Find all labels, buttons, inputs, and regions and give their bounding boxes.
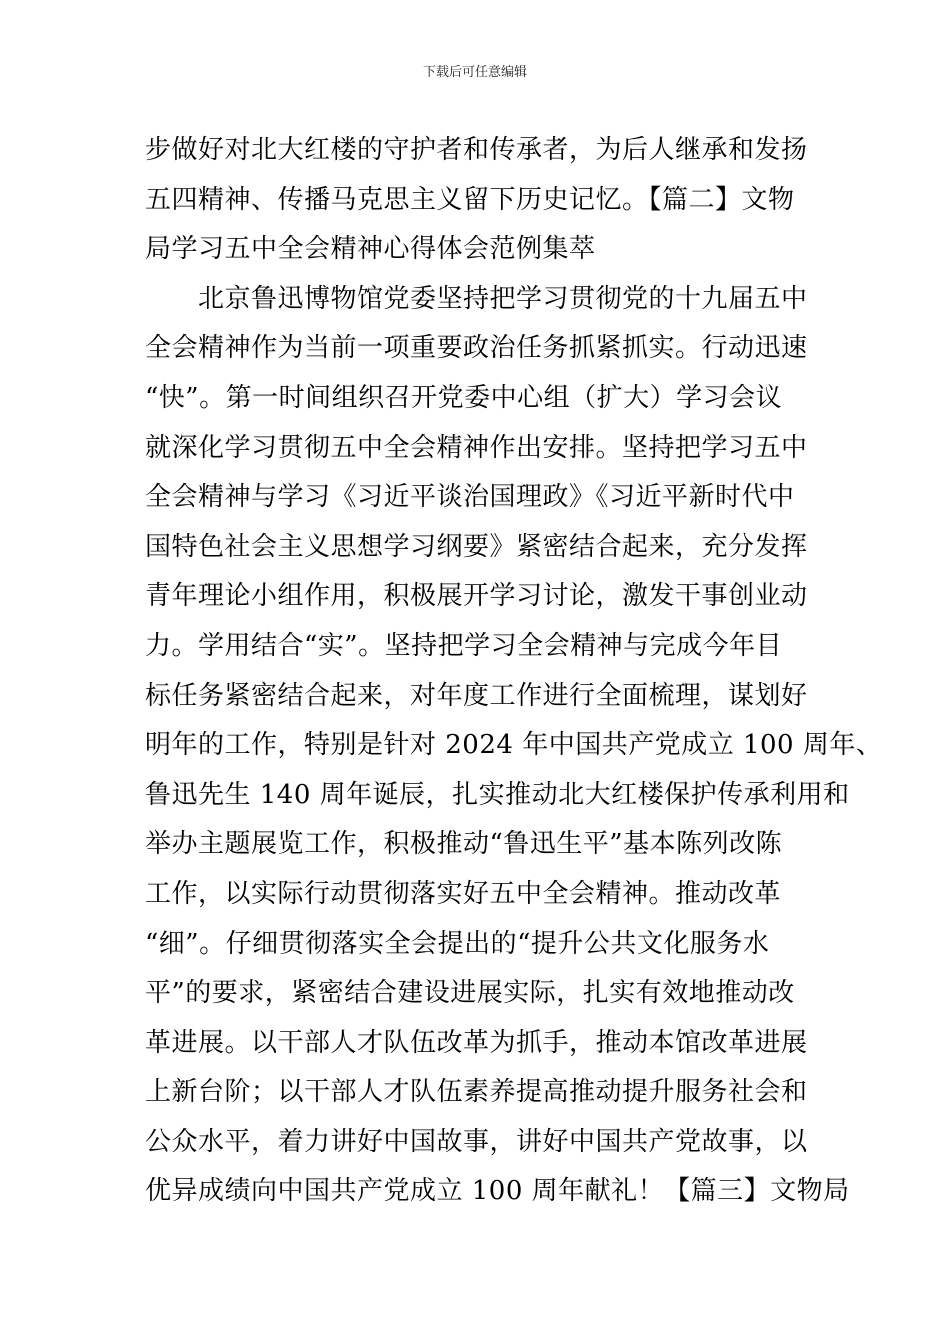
text-line: 平”的要求，紧密结合建设进展实际，扎实有效地推动改: [145, 978, 795, 1009]
text-line: 公众水平，着力讲好中国故事，讲好中国共产党故事，以: [145, 1126, 808, 1157]
text-line: 明年的工作，特别是针对 2024 年中国共产党成立 100 周年、: [145, 730, 883, 761]
text-line: 力。学用结合“实”。坚持把学习全会精神与完成今年目: [145, 630, 783, 661]
document-body: [145, 126, 883, 1217]
text-line: 局学习五中全会精神心得体会范例集萃: [145, 234, 596, 265]
text-line: 国特色社会主义思想学习纲要》紧密结合起来，充分发挥: [145, 531, 808, 562]
text-line: 步做好对北大红楼的守护者和传承者，为后人继承和发扬: [145, 135, 808, 165]
text-line: 青年理论小组作用，积极展开学习讨论，激发干事创业动: [145, 581, 808, 612]
text-line: 就深化学习贯彻五中全会精神作出安排。坚持把学习五中: [145, 432, 808, 463]
text-line: 上新台阶；以干部人才队伍素养提高推动提升服务社会和: [145, 1077, 808, 1108]
text-line: 工作，以实际行动贯彻落实好五中全会精神。推动改革: [145, 878, 782, 909]
text-line: “细”。仔细贯彻落实全会提出的“提升公共文化服务水: [145, 928, 770, 959]
text-line: 北京鲁迅博物馆党委坚持把学习贯彻党的十九届五中: [145, 283, 808, 314]
text-line: 全会精神与学习《习近平谈治国理政》《习近平新时代中: [145, 482, 795, 513]
text-line: 五四精神、传播马克思主义留下历史记忆。【篇二】文物: [145, 184, 795, 215]
page-header: 下载后可任意编辑: [422, 65, 527, 80]
text-line: 标任务紧密结合起来，对年度工作进行全面梳理，谋划好: [145, 680, 808, 711]
text-line: 鲁迅先生 140 周年诞辰，扎实推动北大红楼保护传承利用和: [145, 779, 850, 810]
text-line: 举办主题展览工作，积极推动“鲁迅生平”基本陈列改陈: [145, 829, 783, 860]
text-line: 优异成绩向中国共产党成立 100 周年献礼！【篇三】文物局: [145, 1176, 850, 1207]
text-line: “快”。第一时间组织召开党委中心组（扩大）学习会议: [145, 382, 783, 413]
text-line: 全会精神作为当前一项重要政治任务抓紧抓实。行动迅速: [145, 333, 808, 364]
text-line: 革进展。以干部人才队伍改革为抓手，推动本馆改革进展: [145, 1027, 808, 1058]
